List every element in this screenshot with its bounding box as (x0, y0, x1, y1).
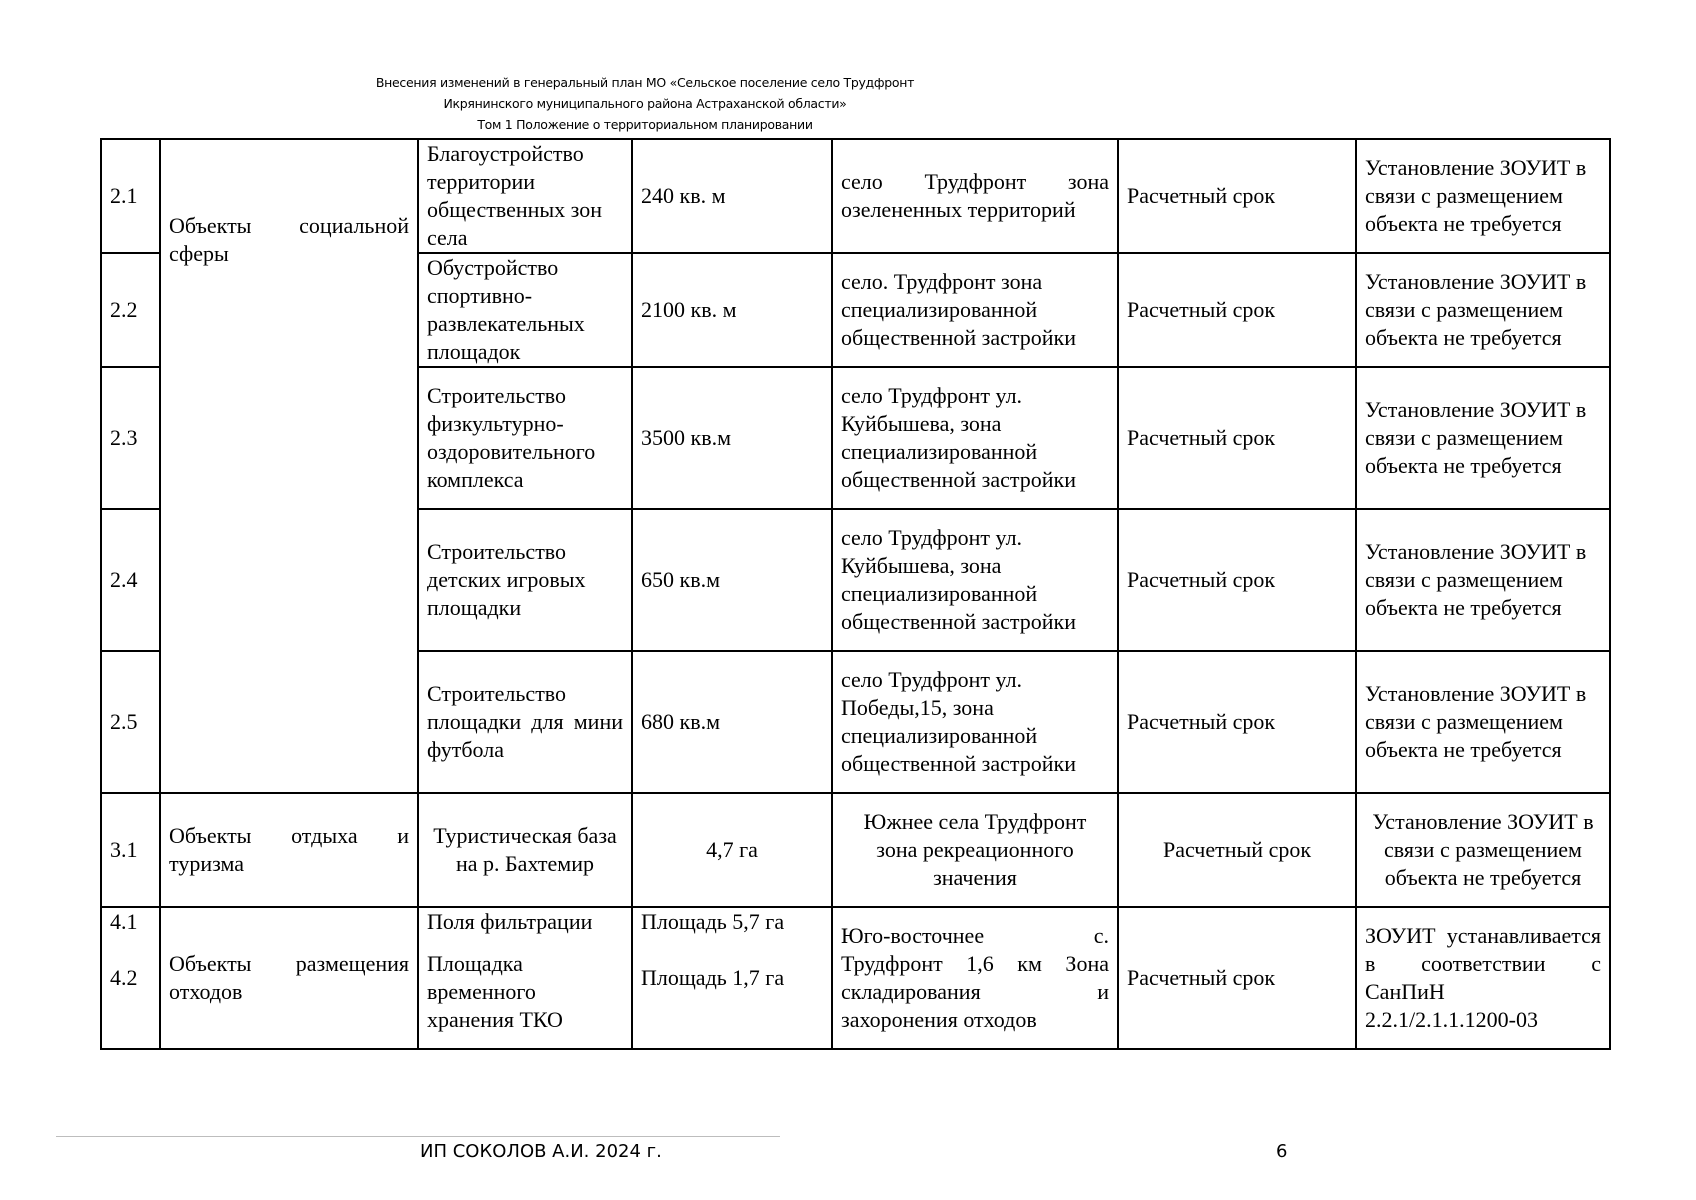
object-term: Расчетный срок (1118, 907, 1356, 1049)
object-name: Туристическая база на р. Бахтемир (418, 793, 632, 907)
group-label: Объекты размещения отходов (160, 907, 418, 1049)
object-name: Площадка временного хранения ТКО (427, 951, 563, 1032)
object-area: 3500 кв.м (632, 367, 832, 509)
object-term: Расчетный срок (1118, 793, 1356, 907)
page-number: 6 (1276, 1141, 1288, 1162)
row-number: 2.3 (101, 367, 160, 509)
object-name: Строительство площадки для мини футбола (418, 651, 632, 793)
object-name: Благоустройство территории общественных зон села (418, 139, 632, 253)
row-number: 2.4 (101, 509, 160, 651)
footer-divider (56, 1136, 780, 1137)
row-number: 4.2 (110, 965, 138, 990)
object-area: 650 кв.м (632, 509, 832, 651)
object-location: село Трудфронт ул. Куйбышева, зона специализированной общественной застройки (832, 367, 1118, 509)
object-location: Юго-восточнее с. Трудфронт 1,6 км Зона складирования и захоронения отходов (832, 907, 1118, 1049)
object-location: село Трудфронт зона озелененных территорий (832, 139, 1118, 253)
object-location: село Трудфронт ул. Победы,15, зона специализированной общественной застройки (832, 651, 1118, 793)
object-location: Южнее села Трудфронт зона рекреационного значения (832, 793, 1118, 907)
object-area: 4,7 га (632, 793, 832, 907)
object-term: Расчетный срок (1118, 509, 1356, 651)
object-name: Обустройство спортивно-развлекательных площадок (418, 253, 632, 367)
row-number: 2.1 (101, 139, 160, 253)
object-name: Строительство детских игровых площадки (418, 509, 632, 651)
zouit-note: Установление ЗОУИТ в связи с размещением объекта не требуется (1356, 651, 1610, 793)
zouit-note: Установление ЗОУИТ в связи с размещением объекта не требуется (1356, 793, 1610, 907)
object-name: Поля фильтрации (427, 909, 593, 934)
zouit-note: Установление ЗОУИТ в связи с размещением объекта не требуется (1356, 509, 1610, 651)
object-area-pair (632, 907, 832, 1049)
object-location: село Трудфронт ул. Куйбышева, зона специализированной общественной застройки (832, 509, 1118, 651)
zouit-note: Установление ЗОУИТ в связи с размещением объекта не требуется (1356, 367, 1610, 509)
object-term: Расчетный срок (1118, 139, 1356, 253)
planning-objects-table (100, 138, 1611, 1050)
table-row (101, 907, 1610, 1049)
table-row (101, 139, 1610, 253)
group-label: Объекты отдыха и туризма (160, 793, 418, 907)
footer-author: ИП СОКОЛОВ А.И. 2024 г. (420, 1141, 662, 1162)
row-number: 2.2 (101, 253, 160, 367)
object-location: село. Трудфронт зона специализированной общественной застройки (832, 253, 1118, 367)
table-row (101, 793, 1610, 907)
object-area: Площадь 5,7 га (641, 909, 785, 934)
row-number: 3.1 (101, 793, 160, 907)
object-term: Расчетный срок (1118, 367, 1356, 509)
header-line-2: Икрянинского муниципального района Астраханской области» (443, 96, 847, 111)
zouit-note: Установление ЗОУИТ в связи с размещением объекта не требуется (1356, 253, 1610, 367)
group-cell (160, 139, 418, 793)
object-area: 240 кв. м (632, 139, 832, 253)
object-area: 680 кв.м (632, 651, 832, 793)
row-number-pair (101, 907, 160, 1049)
zouit-note: ЗОУИТ устанавливается в соответствии с СанПиН 2.2.1/2.1.1.1200-03 (1356, 907, 1610, 1049)
object-name: Строительство физкультурно-оздоровительного комплекса (418, 367, 632, 509)
object-area: Площадь 1,7 га (641, 965, 785, 990)
document-header (0, 72, 1290, 135)
object-area: 2100 кв. м (632, 253, 832, 367)
row-number: 2.5 (101, 651, 160, 793)
object-term: Расчетный срок (1118, 253, 1356, 367)
group-label: Объекты социальной сферы (169, 213, 409, 266)
object-name-pair (418, 907, 632, 1049)
header-line-1: Внесения изменений в генеральный план МО «Сельское поселение село Трудфронт (375, 75, 915, 90)
zouit-note: Установление ЗОУИТ в связи с размещением объекта не требуется (1356, 139, 1610, 253)
header-line-3: Том 1 Положение о территориальном планировании (477, 117, 813, 132)
object-term: Расчетный срок (1118, 651, 1356, 793)
row-number: 4.1 (110, 909, 138, 934)
